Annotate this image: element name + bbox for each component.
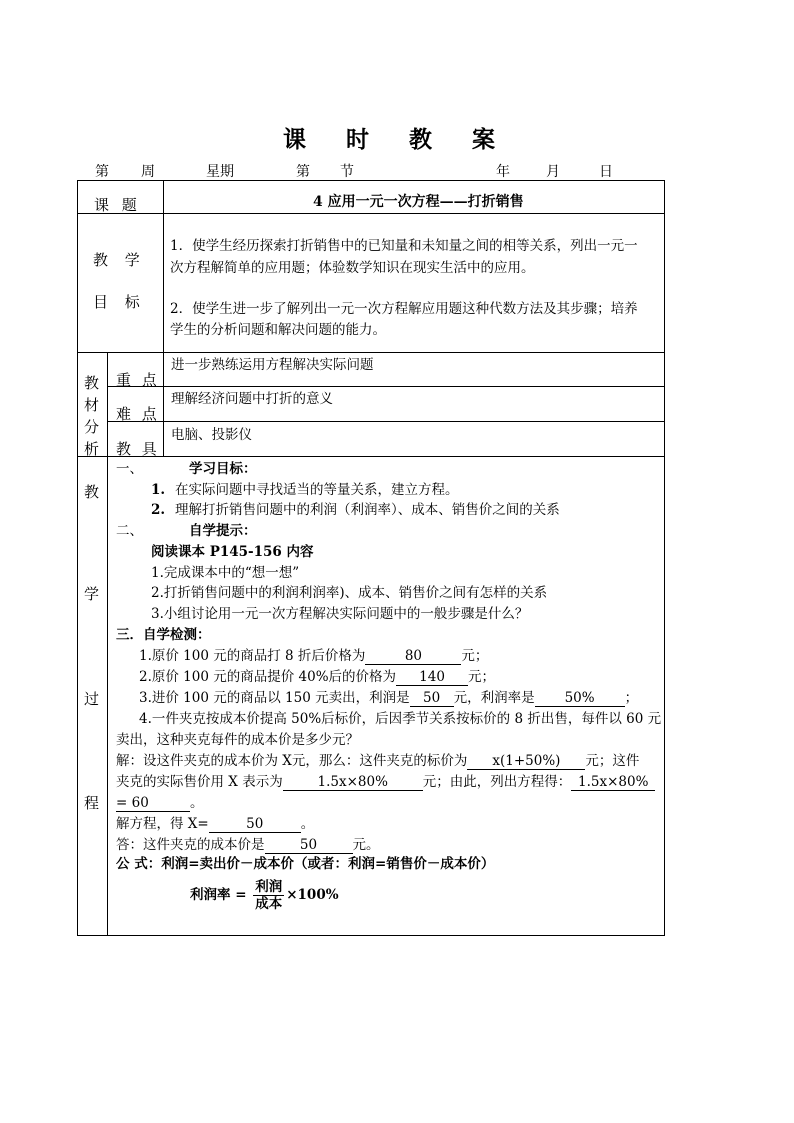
s2-title: 自学提示： [189,523,257,539]
formula-profit-rate [190,877,339,913]
solution-answer-equation-b: = 60 [116,795,190,812]
q2-answer: 140 [396,669,468,686]
q3-end: ； [624,690,639,706]
dateline-nian: 年 [496,164,510,180]
q2-text: 2.原价 100 元的商品提价 40%后的价格为 [139,669,397,685]
formula-denominator: 成本 [255,896,283,912]
solution-answer-equation-a: 1.5x×80% [571,774,655,791]
s1-item1: 在实际问题中寻找适当的等量关系，建立方程。 [175,482,459,498]
solve-answer: 50 [209,816,301,833]
formula-profit-rate-lhs: 利润率 = [190,887,247,903]
process-label-char-3: 过 [84,690,100,708]
solve-text: 解方程，得 X= [116,816,209,832]
q3-answer-rate: 50% [535,690,625,707]
formula-profit: 公 式：利润=卖出价－成本价（或者：利润=销售价－成本价） [116,856,495,872]
q4-line2: 卖出，这种夹克每件的成本价是多少元？ [116,732,359,748]
process-label-char-4: 程 [84,794,100,812]
process-label-char-2: 学 [84,585,100,603]
q3-text: 3.进价 100 元的商品以 150 元卖出，利润是 [139,690,410,706]
tools-label: 教 具 [116,440,160,458]
solution-line2 [116,773,655,791]
goals-label-2: 目 标 [93,293,146,311]
analysis-label-char-4: 析 [84,440,100,458]
tools-value: 电脑、投影仪 [171,427,252,443]
q1 [139,647,488,665]
q1-unit: 元； [461,648,489,664]
s1-item2-num: 2. [151,502,166,518]
q3-mid: 元，利润率是 [453,690,535,706]
s1-item2: 理解打折销售问题中的利润（利润率）、成本、销售价之间的关系 [175,502,560,518]
s1-num: 一、 [116,461,143,477]
q1-text: 1.原价 100 元的商品打 8 折后价格为 [139,648,366,664]
topic-label: 课 题 [94,196,141,214]
dateline-ri: 日 [599,164,613,180]
solution-line3-end: 。 [190,795,204,811]
goals-item1-line2: 次方程解简单的应用题；体验数学知识在现实生活中的应用。 [170,260,535,276]
dateline-xingqi: 星期 [206,164,234,180]
process-label-char-1: 教 [84,483,100,501]
q2 [139,668,495,686]
page-title: 课 时 教 案 [282,126,512,153]
answer-text: 答：这件夹克的成本价是 [116,837,265,853]
goals-item2-line1: 2．使学生进一步了解列出一元一次方程解应用题这种代数方法及其步骤；培养 [170,301,638,317]
solution-line1-end: 元；这件 [585,753,640,769]
dateline-zhou: 周 [141,164,155,180]
solution-answer-sale-price: 1.5x×80% [283,774,423,791]
dateline-jie: 节 [340,164,354,180]
focus-label: 重 点 [116,371,160,389]
formula-numerator: 利润 [255,879,283,895]
solution-line1-text: 解：设这件夹克的成本价为 X元，那么：这件夹克的标价为 [116,753,468,769]
solve-line [116,815,314,833]
difficulty-value: 理解经济问题中打折的意义 [171,391,333,407]
s2-read: 阅读课本 P145-156 内容 [151,544,314,560]
q3-answer-profit: 50 [410,690,454,707]
q1-answer: 80 [365,648,461,665]
q2-unit: 元； [468,669,496,685]
goals-label-1: 教 学 [93,251,146,269]
dateline-yue: 月 [546,164,560,180]
s2-item3: 3.小组讨论用一元一次方程解决实际问题中的一般步骤是什么？ [151,606,529,622]
goals-item2-line2: 学生的分析问题和解决问题的能力。 [170,322,386,338]
answer-end: 元。 [352,837,380,853]
analysis-label-char-2: 材 [84,396,100,414]
solution-line2-text: 夹克的实际售价用 X 表示为 [116,774,283,790]
dateline [78,161,664,179]
q3 [139,689,638,707]
goals-item1-line1: 1．使学生经历探索打折销售中的已知量和未知量之间的相等关系，列出一元一 [170,238,638,254]
focus-value: 进一步熟练运用方程解决实际问题 [171,357,374,373]
s2-item2: 2.打折销售问题中的利润利润率)、成本、销售价之间有怎样的关系 [151,585,548,601]
formula-fraction [253,879,284,912]
formula-profit-rate-tail: ×100% [286,887,339,903]
solve-end: 。 [300,816,315,832]
s2-num: 二、 [116,523,143,539]
q4-line1: 4.一件夹克按成本价提高 50%后标价，后因季节关系按标价的 8 折出售，每件以 60 元 [139,711,662,727]
dateline-di2: 第 [296,164,310,180]
solution-line2-mid: 元；由此，列出方程得： [422,774,572,790]
s1-item1-num: 1. [151,482,166,498]
solution-answer-list-price: x(1+50%) [467,753,585,770]
solution-line3 [116,794,204,812]
s3-title: 三．自学检测： [116,627,211,643]
s2-item1: 1.完成课本中的“想一想” [151,565,300,581]
topic-value: 4 应用一元一次方程——打折销售 [313,194,524,210]
answer-value: 50 [265,837,353,854]
s1-title: 学习目标： [189,461,257,477]
solution-line1 [116,752,639,770]
analysis-label-char-3: 分 [84,418,100,436]
difficulty-label: 难 点 [116,405,160,423]
analysis-label-char-1: 教 [84,374,100,392]
dateline-di: 第 [95,164,109,180]
answer-line [116,836,380,854]
